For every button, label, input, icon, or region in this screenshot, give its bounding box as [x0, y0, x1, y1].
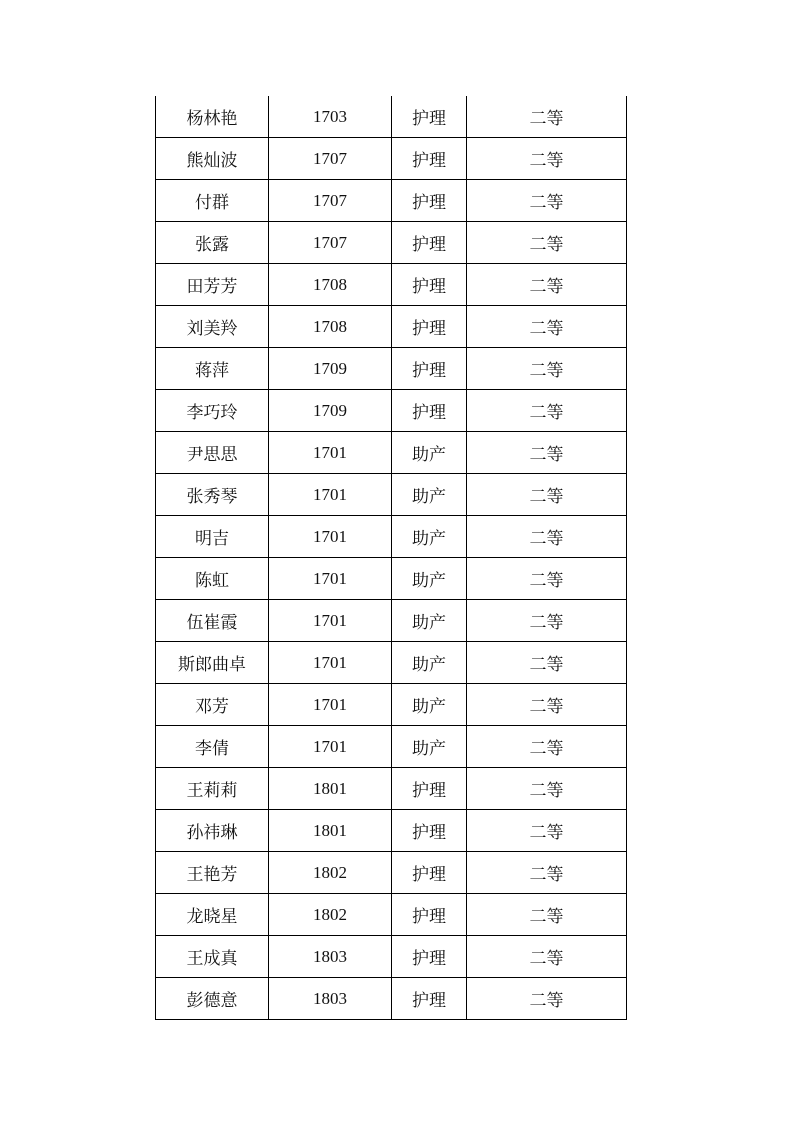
grade-cell: 二等: [467, 894, 627, 936]
class-cell: 1801: [269, 768, 392, 810]
grade-cell: 二等: [467, 474, 627, 516]
grade-cell: 二等: [467, 516, 627, 558]
grade-cell: 二等: [467, 222, 627, 264]
table-row: [156, 96, 627, 138]
table-row: [156, 348, 627, 390]
class-cell: 1701: [269, 558, 392, 600]
major-cell: 护理: [392, 978, 467, 1020]
class-cell: 1802: [269, 894, 392, 936]
class-cell: 1708: [269, 306, 392, 348]
name-cell: 王成真: [156, 936, 269, 978]
grade-cell: 二等: [467, 936, 627, 978]
class-cell: 1703: [269, 96, 392, 138]
name-cell: 王莉莉: [156, 768, 269, 810]
name-cell: 伍崔霞: [156, 600, 269, 642]
class-cell: 1701: [269, 600, 392, 642]
table-row: [156, 684, 627, 726]
grade-cell: 二等: [467, 306, 627, 348]
grade-cell: 二等: [467, 264, 627, 306]
grade-cell: 二等: [467, 768, 627, 810]
name-cell: 刘美羚: [156, 306, 269, 348]
table-row: [156, 852, 627, 894]
name-cell: 陈虹: [156, 558, 269, 600]
grade-cell: 二等: [467, 348, 627, 390]
major-cell: 助产: [392, 600, 467, 642]
grade-cell: 二等: [467, 684, 627, 726]
class-cell: 1709: [269, 348, 392, 390]
table-row: [156, 474, 627, 516]
name-cell: 龙晓星: [156, 894, 269, 936]
major-cell: 护理: [392, 138, 467, 180]
name-cell: 邓芳: [156, 684, 269, 726]
grade-cell: 二等: [467, 390, 627, 432]
major-cell: 护理: [392, 390, 467, 432]
name-cell: 熊灿波: [156, 138, 269, 180]
major-cell: 护理: [392, 264, 467, 306]
name-cell: 孙祎琳: [156, 810, 269, 852]
table-row: [156, 432, 627, 474]
grade-cell: 二等: [467, 96, 627, 138]
major-cell: 助产: [392, 516, 467, 558]
name-cell: 付群: [156, 180, 269, 222]
award-roster-table: [155, 96, 627, 1020]
class-cell: 1701: [269, 432, 392, 474]
class-cell: 1701: [269, 474, 392, 516]
name-cell: 张秀琴: [156, 474, 269, 516]
table-row: [156, 600, 627, 642]
major-cell: 护理: [392, 180, 467, 222]
grade-cell: 二等: [467, 600, 627, 642]
table-row: [156, 642, 627, 684]
table-row: [156, 894, 627, 936]
class-cell: 1707: [269, 180, 392, 222]
name-cell: 王艳芳: [156, 852, 269, 894]
major-cell: 护理: [392, 96, 467, 138]
table-row: [156, 180, 627, 222]
table-row: [156, 222, 627, 264]
grade-cell: 二等: [467, 432, 627, 474]
roster-body: [156, 96, 627, 1020]
grade-cell: 二等: [467, 642, 627, 684]
class-cell: 1701: [269, 726, 392, 768]
grade-cell: 二等: [467, 138, 627, 180]
class-cell: 1802: [269, 852, 392, 894]
table-row: [156, 726, 627, 768]
table-row: [156, 768, 627, 810]
table-row: [156, 936, 627, 978]
grade-cell: 二等: [467, 978, 627, 1020]
name-cell: 彭德意: [156, 978, 269, 1020]
major-cell: 护理: [392, 348, 467, 390]
grade-cell: 二等: [467, 558, 627, 600]
major-cell: 护理: [392, 306, 467, 348]
table-row: [156, 264, 627, 306]
major-cell: 助产: [392, 684, 467, 726]
major-cell: 助产: [392, 432, 467, 474]
table-row: [156, 390, 627, 432]
table-row: [156, 978, 627, 1020]
class-cell: 1701: [269, 642, 392, 684]
name-cell: 尹思思: [156, 432, 269, 474]
class-cell: 1707: [269, 222, 392, 264]
class-cell: 1803: [269, 936, 392, 978]
table-row: [156, 516, 627, 558]
major-cell: 护理: [392, 894, 467, 936]
name-cell: 明吉: [156, 516, 269, 558]
grade-cell: 二等: [467, 180, 627, 222]
major-cell: 助产: [392, 642, 467, 684]
table-row: [156, 558, 627, 600]
class-cell: 1707: [269, 138, 392, 180]
class-cell: 1803: [269, 978, 392, 1020]
major-cell: 护理: [392, 936, 467, 978]
grade-cell: 二等: [467, 726, 627, 768]
name-cell: 杨林艳: [156, 96, 269, 138]
class-cell: 1701: [269, 684, 392, 726]
grade-cell: 二等: [467, 852, 627, 894]
name-cell: 蒋萍: [156, 348, 269, 390]
name-cell: 李倩: [156, 726, 269, 768]
major-cell: 助产: [392, 474, 467, 516]
class-cell: 1801: [269, 810, 392, 852]
major-cell: 护理: [392, 810, 467, 852]
name-cell: 李巧玲: [156, 390, 269, 432]
grade-cell: 二等: [467, 810, 627, 852]
class-cell: 1701: [269, 516, 392, 558]
major-cell: 护理: [392, 222, 467, 264]
major-cell: 助产: [392, 558, 467, 600]
class-cell: 1708: [269, 264, 392, 306]
name-cell: 斯郎曲卓: [156, 642, 269, 684]
table-row: [156, 306, 627, 348]
major-cell: 助产: [392, 726, 467, 768]
table-row: [156, 138, 627, 180]
table-row: [156, 810, 627, 852]
name-cell: 田芳芳: [156, 264, 269, 306]
major-cell: 护理: [392, 768, 467, 810]
major-cell: 护理: [392, 852, 467, 894]
name-cell: 张露: [156, 222, 269, 264]
class-cell: 1709: [269, 390, 392, 432]
